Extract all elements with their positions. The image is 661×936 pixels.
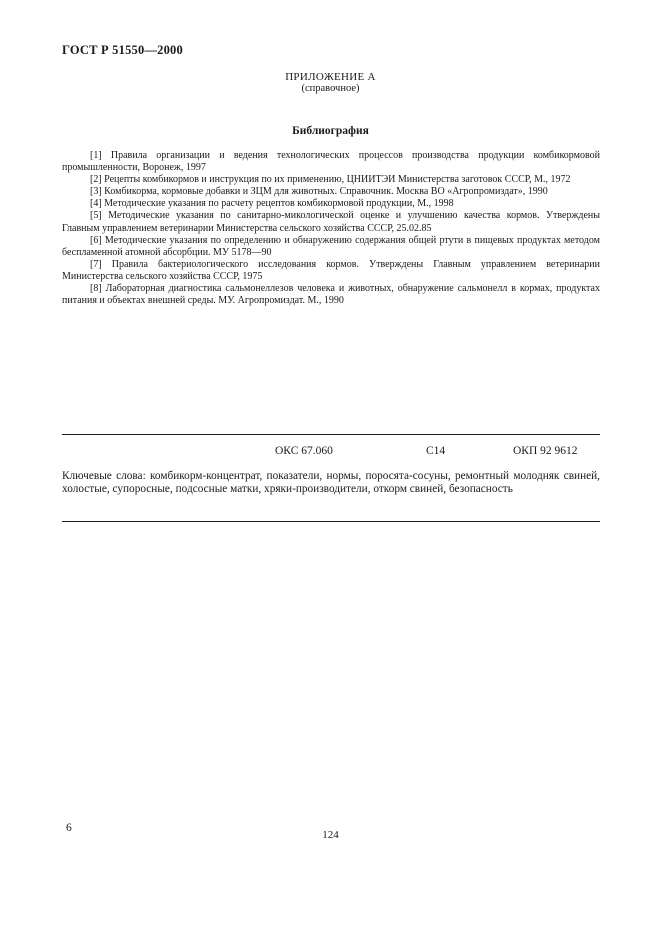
appendix-title: ПРИЛОЖЕНИЕ А <box>285 71 376 83</box>
divider-top <box>62 434 600 435</box>
keywords: Ключевые слова: комбикорм-концентрат, показатели, нормы, поросята-сосуны, ремонтный молодняк свиней, холостые, супоросные, подсосные матки, хряки-производители, откорм свиней, безопасность <box>62 470 600 496</box>
page-number: 124 <box>322 829 339 841</box>
bibliography-item: [7] Правила бактериологического исследования кормов. Утверждены Главным управлением ветеринарии Министерства сельского хозяйства СССР, 1975 <box>62 258 600 282</box>
okp-code: ОКП 92 9612 <box>513 445 578 457</box>
bibliography-list <box>62 150 600 307</box>
section-page-number: 6 <box>66 822 72 834</box>
okc-code: ОКС 67.060 <box>275 445 333 457</box>
group-code: С14 <box>426 445 446 457</box>
bibliography-item: [6] Методические указания по определению и обнаружению содержания общей ртути в пищевых продуктах методом беспламенной атомной абсорбции. МУ 5178—90 <box>62 234 600 258</box>
bibliography-item: [5] Методические указания по санитарно-микологической оценке и улучшению качества кормов. Утверждены Главным управлением ветеринарии Министерства сельского хозяйства СССР, 25.02.85 <box>62 210 600 234</box>
standard-code: ГОСТ Р 51550—2000 <box>62 43 183 57</box>
bibliography-item: [1] Правила организации и ведения технологических процессов производства продукции комбикормовой промышленности, Воронеж, 1997 <box>62 150 600 174</box>
appendix-subtitle: (справочное) <box>301 83 360 94</box>
bibliography-item: [2] Рецепты комбикормов и инструкция по их применению, ЦНИИТЭИ Министерства заготовок СССР, М., 1972 <box>90 174 571 186</box>
bibliography-item: [4] Методические указания по расчету рецептов комбикормовой продукции, М., 1998 <box>90 198 454 210</box>
bibliography-heading: Библиография <box>292 125 369 137</box>
divider-bottom <box>62 521 600 522</box>
bibliography-item: [3] Комбикорма, кормовые добавки и ЗЦМ для животных. Справочник. Москва ВО «Агропромиздат», 1990 <box>90 186 548 198</box>
bibliography-item: [8] Лабораторная диагностика сальмонеллезов человека и животных, обнаружение сальмонелл в кормах, продуктах питания и объектах внешней среды. МУ. Агропромиздат. М., 1990 <box>62 283 600 307</box>
